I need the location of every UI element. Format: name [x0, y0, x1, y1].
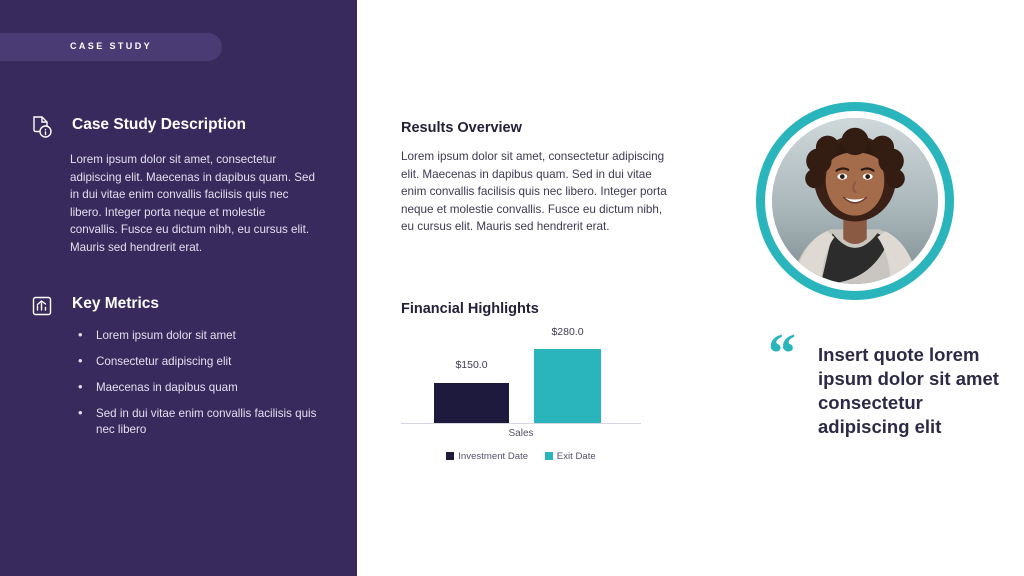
legend-label-exit-date: Exit Date [556, 451, 596, 462]
list-item: • Consectetur adipiscing elit [70, 354, 320, 370]
legend-swatch-investment-date [446, 452, 454, 460]
key-metrics-heading: Key Metrics [72, 295, 160, 312]
results-overview-heading: Results Overview [401, 120, 522, 136]
quote-mark-icon: “ [768, 323, 796, 385]
case-study-description-body: Lorem ipsum dolor sit amet, consectetur adipiscing elit. Maecenas in dapibus quam. Sed in dui vitae enim convallis facilisis quis nec libero. Integer porta neque et molestie convallis. Fusce eu dictum nibh, eu cursus elit. Mauris sed hendrerit erat. [70, 153, 315, 254]
case-study-description-block [28, 113, 328, 283]
financial-highlights-chart [401, 326, 641, 473]
results-overview-body: Lorem ipsum dolor sit amet, consectetur adipiscing elit. Maecenas in dapibus quam. Sed in dui vitae enim convallis facilisis quis nec libero. Integer porta neque et molestie convallis. Fusce eu dictum nibh, eu cursus elit. Mauris sed hendrerit erat. [401, 150, 667, 233]
document-info-icon [28, 113, 56, 141]
bar-exit-date [534, 349, 601, 423]
avatar [765, 111, 945, 291]
case-study-description-heading: Case Study Description [72, 116, 246, 133]
list-item: • Sed in dui vitae enim convallis facilisis quis nec libero [70, 406, 320, 438]
list-item: • Maecenas in dapibus quam [70, 380, 320, 396]
bar-label-exit-date: $280.0 [551, 326, 584, 338]
key-metrics-list [70, 328, 320, 448]
legend-item-investment-date [446, 451, 528, 462]
portrait-photo-ring [756, 102, 954, 300]
bar-investment-date [434, 383, 509, 423]
bar-chart-icon [28, 292, 56, 320]
case-study-tag-pill [0, 33, 222, 61]
chart-plot-area [401, 326, 641, 423]
key-metrics-block [28, 292, 328, 436]
bar-label-investment-date: $150.0 [455, 359, 488, 371]
smiling-woman-portrait-illustration [772, 118, 938, 284]
financial-highlights-heading: Financial Highlights [401, 301, 539, 317]
pull-quote-text: Insert quote lorem ipsum dolor sit amet consectetur adipiscing elit [818, 344, 999, 437]
list-item: • Lorem ipsum dolor sit amet [70, 328, 320, 344]
chart-legend [401, 451, 641, 462]
legend-swatch-exit-date [545, 452, 553, 460]
legend-item-exit-date [545, 451, 596, 462]
legend-label-investment-date: Investment Date [458, 451, 529, 462]
chart-category-label: Sales [508, 428, 534, 439]
chart-axis-line [401, 423, 641, 424]
case-study-tag-label: CASE STUDY [70, 41, 153, 51]
left-sidebar-panel [0, 0, 357, 576]
